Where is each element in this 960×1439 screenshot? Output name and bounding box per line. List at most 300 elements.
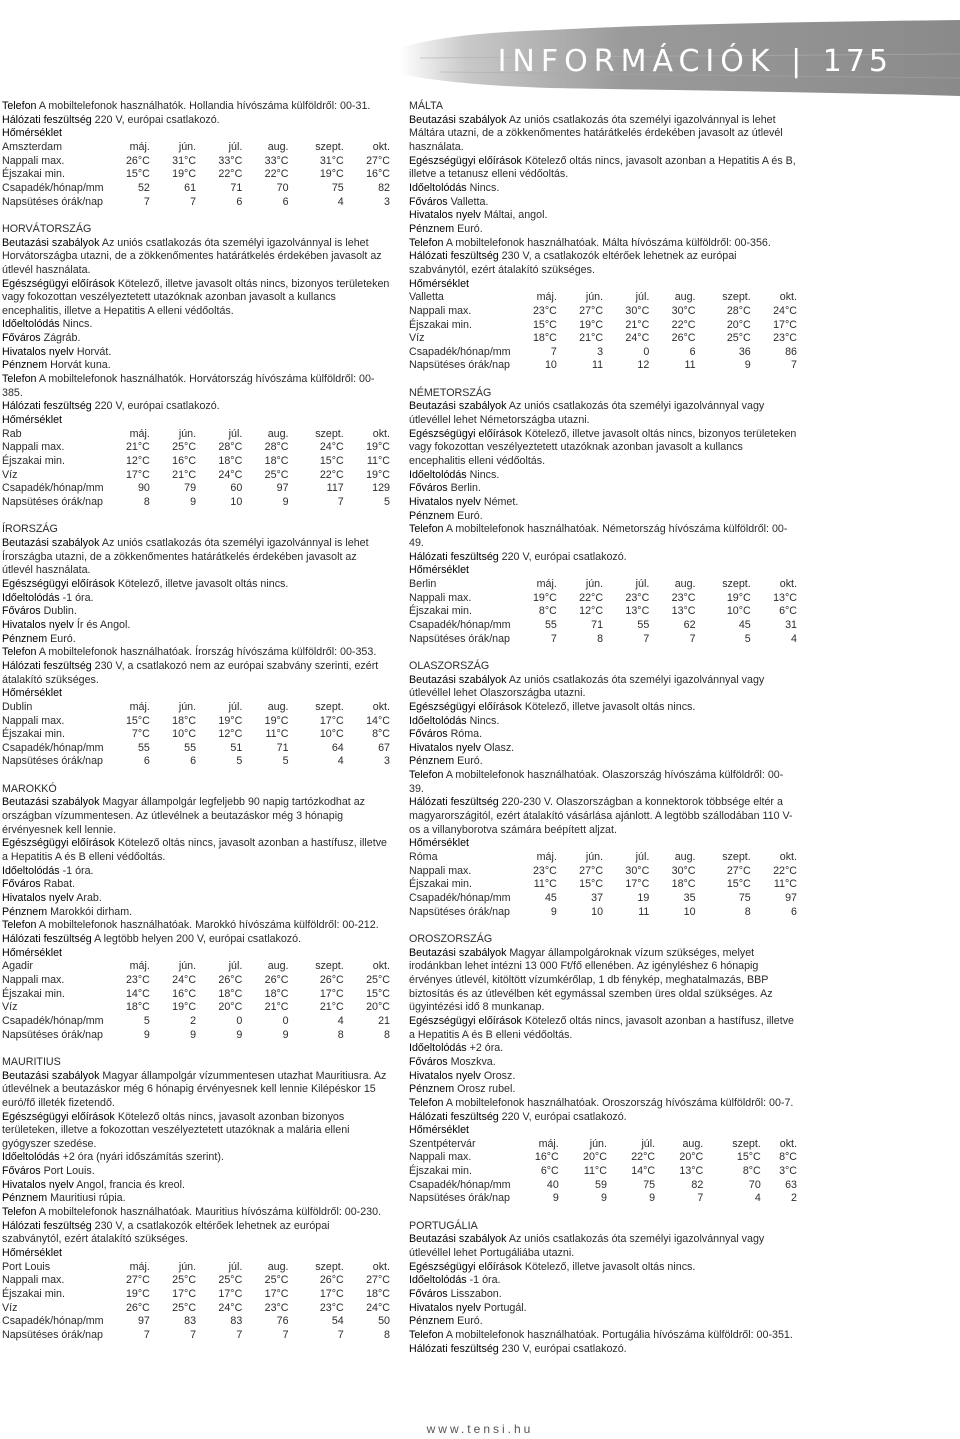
climate-cell: 20°C <box>583 1151 607 1164</box>
climate-cell: 17°C <box>172 1288 197 1301</box>
climate-cell: 24°C <box>218 1301 243 1314</box>
info-label: Telefon <box>2 100 37 112</box>
climate-cell: 6 <box>689 345 696 358</box>
climate-cell: aug. <box>682 1137 704 1150</box>
climate-cell: Róma <box>409 851 438 864</box>
climate-cell: 9 <box>282 1028 289 1041</box>
climate-cell: 30°C <box>671 864 696 877</box>
climate-cell: aug. <box>674 577 696 590</box>
info-label: Telefon <box>2 1206 37 1219</box>
info-line <box>409 755 797 769</box>
climate-row <box>2 728 390 742</box>
climate-cell: 75 <box>331 181 344 194</box>
climate-cell: 17°C <box>264 1288 289 1301</box>
info-label: Beutazási szabályok <box>409 400 507 413</box>
info-text: Az uniós csatlakozás óta személyi igazolvánnyal is lehet Írországba utazni, de a zökkenőmentes határátkelés érdekében javasolt az útlevél használata. <box>2 536 369 577</box>
climate-cell: Napsütéses órák/nap <box>2 755 103 768</box>
climate-cell: 9 <box>190 496 197 509</box>
climate-cell: 51 <box>230 741 243 754</box>
climate-heading: Hőmérséklet <box>409 837 469 850</box>
climate-cell: 21°C <box>125 441 150 454</box>
climate-cell: 10 <box>683 905 696 918</box>
climate-cell: 9 <box>649 1192 656 1205</box>
info-line <box>409 1015 797 1042</box>
climate-cell: 6 <box>143 755 150 768</box>
climate-cell: 40 <box>546 1178 559 1191</box>
climate-cell: 24°C <box>366 1301 390 1314</box>
info-label: Hálózati feszültség <box>2 1219 92 1232</box>
info-text: A mobiltelefonok használhatók. Hollandia hívószáma külföldről: 00-31. <box>36 100 371 112</box>
info-line <box>409 482 797 496</box>
climate-cell: 7°C <box>131 728 150 741</box>
climate-row <box>2 1001 390 1015</box>
climate-cell: 7 <box>697 1192 704 1205</box>
climate-cell: 12°C <box>579 605 604 618</box>
climate-cell: 62 <box>683 618 696 631</box>
info-line <box>2 373 390 400</box>
climate-cell: Napsütéses órák/nap <box>2 1329 103 1341</box>
climate-cell: 59 <box>595 1178 607 1191</box>
header-title: INFORMÁCIÓK <box>497 44 776 79</box>
climate-cell: Szentpétervár <box>409 1137 476 1150</box>
climate-cell: szept. <box>315 140 344 153</box>
info-line <box>2 919 390 933</box>
climate-cell: 21 <box>378 1014 390 1027</box>
info-label: Pénznem <box>2 359 48 372</box>
info-text: Nincs. <box>466 714 500 727</box>
climate-row <box>409 619 797 633</box>
climate-header-row <box>2 701 390 715</box>
climate-cell: Víz <box>409 332 425 345</box>
climate-cell: máj. <box>536 291 557 304</box>
info-label: Főváros <box>409 1288 448 1301</box>
info-text: Kötelező oltás nincs, javasolt azonban a Hepatitis A és B, illetve a tetanusz elleni védőoltás. <box>409 154 796 181</box>
info-label: Pénznem <box>2 1192 48 1205</box>
info-text: 230 V, a csatlakozók eltérőek lehetnek az európai szabványtól, ezért átalakító szükséges. <box>2 1219 330 1246</box>
info-label: Egészségügyi előírások <box>409 427 522 440</box>
info-line <box>409 1302 797 1316</box>
climate-cell: 23°C <box>532 304 557 317</box>
info-label: Beutazási szabályok <box>2 1069 100 1082</box>
info-line <box>2 346 390 360</box>
info-text: Nincs. <box>466 468 500 481</box>
climate-cell: jún. <box>178 700 197 713</box>
climate-cell: 11°C <box>773 878 797 891</box>
climate-cell: 25°C <box>264 468 289 481</box>
info-label: Időeltolódás <box>409 181 467 194</box>
climate-cell: 25°C <box>366 973 390 986</box>
info-label: Hivatalos nyelv <box>409 496 481 509</box>
climate-cell: Csapadék/hónap/mm <box>409 618 511 631</box>
climate-cell: 35 <box>683 892 696 905</box>
climate-cell: 23°C <box>773 332 797 345</box>
climate-cell: szept. <box>315 700 344 713</box>
info-text: -1 óra. <box>59 591 94 604</box>
climate-cell: 27°C <box>366 1274 390 1287</box>
info-line <box>2 237 390 278</box>
climate-cell: 26°C <box>125 154 150 167</box>
climate-cell: 21°C <box>625 318 650 331</box>
climate-cell: 31 <box>785 618 797 631</box>
climate-heading: Hőmérséklet <box>2 946 62 959</box>
climate-cell: Éjszakai min. <box>409 1165 472 1178</box>
climate-cell: 26°C <box>319 1274 344 1287</box>
climate-cell: 17°C <box>319 714 344 727</box>
climate-cell: 31°C <box>172 154 197 167</box>
climate-header-row <box>409 851 797 865</box>
info-text: 230 V, a csatlakozó nem az európai szabvány szerinti, ezért átalakító szükséges. <box>2 659 379 686</box>
climate-cell: 6°C <box>540 1165 559 1178</box>
info-text: Magyar állampolgároknak vízum szükséges, melyet irodánkban lehet intézni 13 000 Ft/fő ellenében. Az igényléshez 6 hónapig érvényes útlevél, kitöltött vízumkérőlap, 1 db fénykép, meghatalmazás, BBP biztosítás és az útlevélben két egymással szemben üres oldal szükséges. Az ügyintézési idő 8 munkanap. <box>409 946 773 1014</box>
climate-cell: 26°C <box>218 973 243 986</box>
info-text: Horvát. <box>73 345 112 358</box>
info-text: Orosz rubel. <box>454 1083 516 1096</box>
info-line <box>409 947 797 1015</box>
climate-cell: 60 <box>230 482 243 495</box>
climate-cell: Éjszakai min. <box>2 168 65 181</box>
climate-cell: 22°C <box>319 468 344 481</box>
info-label: Beutazási szabályok <box>409 673 507 686</box>
climate-cell: Éjszakai min. <box>2 1288 65 1301</box>
info-text: Róma. <box>447 728 483 741</box>
climate-cell: 17°C <box>218 1288 243 1301</box>
climate-cell: 97 <box>137 1315 150 1328</box>
climate-cell: 9 <box>236 1028 243 1041</box>
climate-cell: 13°C <box>679 1165 704 1178</box>
info-label: Hivatalos nyelv <box>2 892 74 905</box>
climate-cell: 6°C <box>779 605 797 618</box>
climate-cell: 4 <box>337 195 344 208</box>
climate-row <box>409 865 797 879</box>
climate-cell: 55 <box>544 618 557 631</box>
climate-cell: 54 <box>331 1315 344 1328</box>
info-label: Hálózati feszültség <box>2 659 92 672</box>
climate-cell: 17°C <box>319 987 344 1000</box>
info-label: Főváros <box>2 878 41 891</box>
climate-cell: 24°C <box>319 441 344 454</box>
info-text: Horvát kuna. <box>47 359 111 372</box>
info-label: Pénznem <box>409 509 455 522</box>
climate-cell: Nappali max. <box>409 864 472 877</box>
climate-cell: 31°C <box>319 154 344 167</box>
info-line <box>409 1056 797 1070</box>
climate-table <box>2 141 390 209</box>
climate-cell: 8 <box>384 1329 390 1341</box>
climate-cell: jún. <box>178 140 197 153</box>
climate-heading: Hőmérséklet <box>409 1124 469 1137</box>
info-label: Beutazási szabályok <box>2 796 100 809</box>
info-text: Az uniós csatlakozás óta személyi igazolvánnyal is lehet Horvátországba utazni, de a zökkenőmentes határátkelés érdekében javasolt az útlevél használata. <box>2 236 382 276</box>
climate-row <box>409 319 797 333</box>
climate-cell: Éjszakai min. <box>409 605 472 618</box>
info-label: Pénznem <box>409 1083 455 1096</box>
info-text: Nincs. <box>59 318 93 331</box>
climate-cell: 25°C <box>172 1301 197 1314</box>
climate-cell: Nappali max. <box>2 714 65 727</box>
climate-cell: 15°C <box>125 168 150 181</box>
climate-cell: 52 <box>137 181 150 194</box>
climate-cell: 83 <box>230 1315 243 1328</box>
climate-cell: 97 <box>785 892 797 905</box>
info-label: Főváros <box>409 482 448 495</box>
climate-cell: júl. <box>228 140 243 153</box>
climate-cell: 20°C <box>679 1151 704 1164</box>
climate-cell: aug. <box>267 960 289 973</box>
climate-cell: 11°C <box>533 878 557 891</box>
info-label: Telefon <box>2 919 37 932</box>
climate-cell: 15°C <box>736 1151 761 1164</box>
climate-cell: Nappali max. <box>2 154 65 167</box>
climate-cell: 75 <box>738 892 751 905</box>
climate-cell: 19°C <box>579 318 604 331</box>
climate-row <box>409 878 797 892</box>
climate-cell: 7 <box>236 1329 243 1341</box>
climate-cell: 3 <box>597 345 604 358</box>
climate-cell: 71 <box>230 181 243 194</box>
climate-cell: 7 <box>190 1329 197 1341</box>
climate-cell: 11 <box>684 359 696 372</box>
climate-header-row <box>2 428 390 442</box>
info-line <box>409 196 797 210</box>
info-line <box>2 359 390 373</box>
climate-row <box>409 892 797 906</box>
climate-cell: 25°C <box>264 1274 289 1287</box>
climate-cell: 15°C <box>125 714 150 727</box>
info-label: Telefon <box>409 1096 444 1109</box>
info-text: 220 V, európai csatlakozó. <box>498 1110 627 1123</box>
climate-heading: Hőmérséklet <box>2 1247 62 1260</box>
climate-heading: Hőmérséklet <box>409 277 469 290</box>
climate-cell: 15°C <box>366 987 390 1000</box>
climate-header-row <box>2 960 390 974</box>
info-label: Főváros <box>409 1055 448 1068</box>
climate-row <box>2 1288 390 1302</box>
climate-cell: okt. <box>372 700 390 713</box>
climate-header-row <box>409 291 797 305</box>
info-line <box>409 400 797 427</box>
info-line <box>409 1233 797 1260</box>
climate-cell: 90 <box>137 482 150 495</box>
info-label: Egészségügyi előírások <box>409 1260 522 1273</box>
info-label: Hivatalos nyelv <box>2 345 74 358</box>
climate-cell: 70 <box>276 181 289 194</box>
climate-row <box>2 1274 390 1288</box>
info-line <box>2 660 390 687</box>
climate-cell: 12°C <box>218 728 243 741</box>
climate-cell: 7 <box>143 195 150 208</box>
climate-row <box>2 988 390 1002</box>
climate-cell: 50 <box>378 1315 390 1328</box>
section-title: MAROKKÓ <box>2 782 57 795</box>
climate-cell: 22°C <box>671 318 696 331</box>
climate-cell: 25°C <box>172 441 197 454</box>
climate-cell: okt. <box>779 291 797 304</box>
climate-cell: Nappali max. <box>409 1151 472 1164</box>
info-text: A mobiltelefonok használhatóak. Marokkó hívószáma külföldről: 00-212. <box>36 919 379 932</box>
climate-cell: 24°C <box>773 304 797 317</box>
climate-cell: 26°C <box>671 332 696 345</box>
climate-cell: 11°C <box>583 1165 607 1178</box>
climate-cell: aug. <box>674 851 696 864</box>
info-label: Egészségügyi előírások <box>2 1110 115 1123</box>
climate-cell: 55 <box>184 741 197 754</box>
info-label: Főváros <box>409 728 448 741</box>
info-label: Egészségügyi előírások <box>409 1014 522 1027</box>
info-line <box>2 1111 390 1152</box>
climate-cell: 18°C <box>671 878 696 891</box>
climate-row <box>409 906 797 920</box>
climate-cell: 8°C <box>372 728 390 741</box>
climate-cell: Rab <box>2 427 22 440</box>
climate-cell: 33°C <box>218 154 243 167</box>
climate-cell: okt. <box>779 851 797 864</box>
climate-cell: Napsütéses órák/nap <box>409 905 510 918</box>
climate-cell: jún. <box>178 960 197 973</box>
climate-cell: 27°C <box>125 1274 150 1287</box>
climate-cell: 28°C <box>264 441 289 454</box>
info-text: Euró. <box>47 632 76 645</box>
info-text: +2 óra. <box>466 1042 504 1055</box>
info-line <box>409 1315 797 1329</box>
climate-cell: 71 <box>591 618 604 631</box>
info-text: Kötelező, illetve javasolt oltás nincs, bizonyos területeken vagy fokozottan veszélyeztetett utazóknak azonban javasolt a kullancs encephalitis, illetve a Hepatitis A elleni védőoltás. <box>2 277 390 317</box>
climate-cell: jún. <box>178 1260 197 1273</box>
climate-cell: 7 <box>550 345 557 358</box>
climate-cell: Csapadék/hónap/mm <box>2 1315 104 1328</box>
info-text: Mauritiusi rúpia. <box>47 1192 126 1205</box>
climate-cell: 7 <box>791 359 797 372</box>
info-label: Hivatalos nyelv <box>2 618 74 631</box>
section-hollandia <box>2 100 390 209</box>
climate-cell: 6 <box>282 195 289 208</box>
info-label: Hivatalos nyelv <box>2 1178 74 1191</box>
climate-cell: júl. <box>228 700 243 713</box>
info-label: Időeltolódás <box>2 864 60 877</box>
info-text: A mobiltelefonok használhatóak. Málta hívószáma külföldről: 00-356. <box>443 236 771 249</box>
climate-cell: Csapadék/hónap/mm <box>409 345 511 358</box>
climate-cell: 9 <box>282 496 289 509</box>
climate-cell: Nappali max. <box>2 1274 65 1287</box>
info-text: Kötelező, illetve javasolt oltás nincs. <box>114 577 289 590</box>
climate-row <box>2 742 390 756</box>
climate-cell: 28°C <box>218 441 243 454</box>
climate-cell: 7 <box>337 1329 344 1341</box>
climate-cell: 30°C <box>625 304 650 317</box>
climate-row <box>2 155 390 169</box>
climate-cell: szept. <box>732 1137 761 1150</box>
climate-cell: 22°C <box>218 168 243 181</box>
info-text: Az uniós csatlakozás óta személyi igazolvánnyal vagy útlevéllel lehet Olaszországba utazni. <box>409 673 765 700</box>
climate-cell: 19°C <box>532 591 557 604</box>
info-label: Főváros <box>2 1165 41 1178</box>
climate-cell: 13°C <box>773 591 797 604</box>
info-text: Olasz. <box>480 741 515 754</box>
info-text: Rabat. <box>40 878 76 891</box>
climate-row <box>2 755 390 769</box>
climate-cell: 26°C <box>125 1301 150 1314</box>
climate-cell: Víz <box>2 468 18 481</box>
climate-cell: Nappali max. <box>409 304 472 317</box>
info-line <box>2 100 390 114</box>
climate-row <box>2 168 390 182</box>
climate-cell: Berlin <box>409 577 437 590</box>
info-line <box>409 469 797 483</box>
climate-row <box>2 1015 390 1029</box>
info-line <box>2 646 390 660</box>
climate-cell: 10°C <box>172 728 197 741</box>
climate-cell: 2 <box>791 1192 797 1205</box>
climate-cell: 17°C <box>319 1288 344 1301</box>
climate-cell: júl. <box>228 1260 243 1273</box>
info-text: Kötelező oltás nincs, javasolt azonban a hastífusz, illetve a Hepatitis A és B elleni védőoltás. <box>2 837 387 864</box>
climate-cell: Csapadék/hónap/mm <box>2 482 104 495</box>
climate-cell: 17°C <box>773 318 797 331</box>
climate-cell: máj. <box>536 851 557 864</box>
info-line <box>2 1165 390 1179</box>
info-line <box>2 318 390 332</box>
info-line <box>2 796 390 837</box>
climate-cell: 14°C <box>366 714 390 727</box>
climate-cell: 20°C <box>726 318 751 331</box>
section-title: HORVÁTORSZÁG <box>2 222 92 235</box>
climate-cell: 71 <box>276 741 289 754</box>
info-text: Angol, francia és kreol. <box>73 1178 185 1191</box>
climate-cell: júl. <box>635 851 650 864</box>
climate-cell: 19 <box>637 892 650 905</box>
info-label: Hálózati feszültség <box>409 250 499 263</box>
info-text: A mobiltelefonok használhatóak. Portugália hívószáma külföldről: 00-351. <box>443 1329 793 1341</box>
info-line <box>409 796 797 837</box>
info-text: A mobiltelefonok használhatóak. Olaszország hívószáma külföldről: 00-39. <box>409 769 784 795</box>
left-column <box>2 100 390 1356</box>
climate-cell: 13°C <box>671 605 696 618</box>
climate-cell: Éjszakai min. <box>2 728 65 741</box>
climate-row <box>2 1315 390 1329</box>
climate-cell: 12 <box>637 359 650 372</box>
info-text: Az uniós csatlakozás óta személyi igazolvánnyal is lehet Máltára utazni, de a zökkenőmentes határátkelés érdekében javasolt az útlevél használata. <box>409 113 783 153</box>
info-text: -1 óra. <box>466 1274 501 1287</box>
climate-cell: 15°C <box>532 318 557 331</box>
climate-table <box>409 291 797 373</box>
info-label: Időeltolódás <box>409 714 467 727</box>
info-line <box>409 551 797 565</box>
section-title: MÁLTA <box>409 100 444 112</box>
climate-cell: 21°C <box>579 332 604 345</box>
info-text: Euró. <box>454 509 483 522</box>
climate-cell: 6 <box>190 755 197 768</box>
climate-cell: jún. <box>585 851 604 864</box>
climate-cell: Port Louis <box>2 1260 51 1273</box>
climate-cell: 27°C <box>366 154 390 167</box>
climate-cell: 5 <box>143 1014 150 1027</box>
section-marokko <box>2 783 390 1042</box>
climate-cell: 23°C <box>671 591 696 604</box>
climate-heading: Hőmérséklet <box>409 564 469 577</box>
climate-cell: Napsütéses órák/nap <box>2 195 103 208</box>
climate-cell: Éjszakai min. <box>2 455 65 468</box>
info-line <box>2 1206 390 1220</box>
info-line <box>409 1274 797 1288</box>
info-line <box>409 715 797 729</box>
climate-cell: 19°C <box>319 168 344 181</box>
info-line <box>2 933 390 947</box>
info-line <box>409 1083 797 1097</box>
climate-cell: okt. <box>372 960 390 973</box>
climate-cell: 83 <box>184 1315 197 1328</box>
climate-cell: júl. <box>641 1137 656 1150</box>
info-label: Telefon <box>409 236 444 249</box>
climate-cell: aug. <box>267 427 289 440</box>
